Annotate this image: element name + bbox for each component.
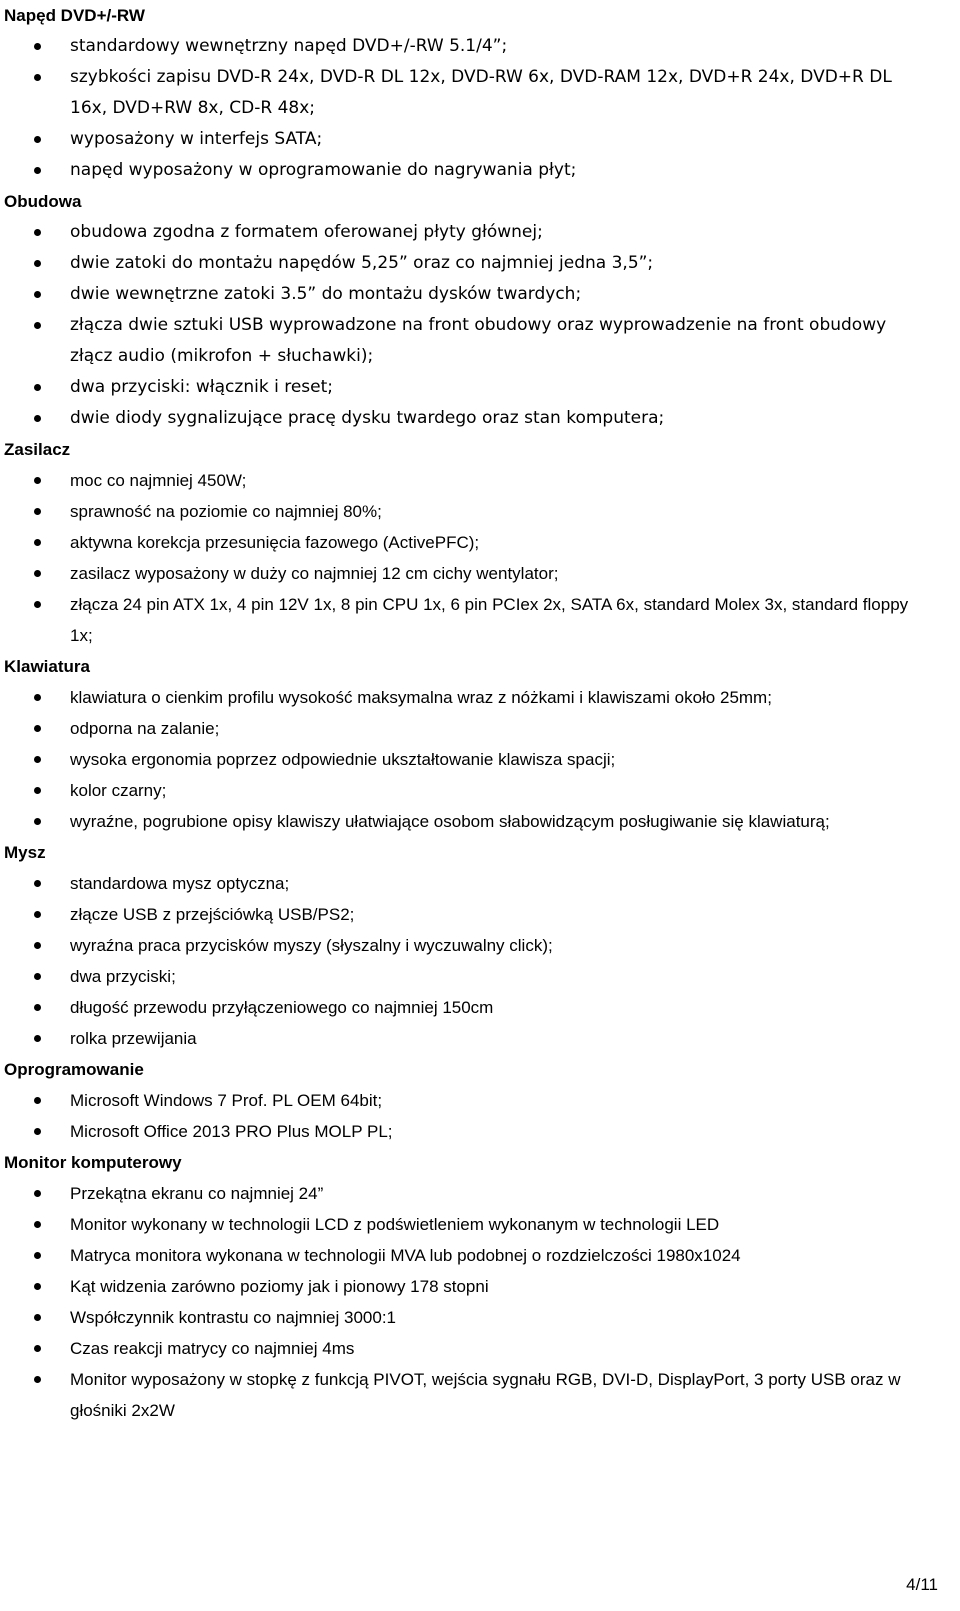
list-item	[0, 930, 960, 961]
list-item-text: dwa przyciski;	[70, 967, 176, 986]
list-item-text: aktywna korekcja przesunięcia fazowego (ActivePFC);	[70, 533, 480, 552]
list-item-text: dwie zatoki do montażu napędów 5,25” oraz co najmniej jedna 3,5”;	[70, 253, 654, 273]
list-item	[0, 1302, 960, 1333]
list-item	[0, 961, 960, 992]
list-item-text: dwie wewnętrzne zatoki 3.5” do montażu dysków twardych;	[70, 284, 582, 304]
list-item	[0, 155, 960, 186]
list-item	[0, 403, 960, 434]
list-item	[0, 1333, 960, 1364]
section-heading: Klawiatura	[4, 657, 90, 676]
bullet-icon	[34, 942, 41, 949]
list-item	[0, 310, 960, 372]
list-item-text: złącza 24 pin ATX 1x, 4 pin 12V 1x, 8 pin CPU 1x, 6 pin PCIex 2x, SATA 6x, standard Molex 3x, standard floppy 1x;	[70, 595, 909, 645]
bullet-icon	[34, 260, 41, 267]
list-item	[0, 465, 960, 496]
list-item	[0, 496, 960, 527]
list-item	[0, 992, 960, 1023]
bullet-icon	[34, 880, 41, 887]
list-item-text: Współczynnik kontrastu co najmniej 3000:1	[70, 1308, 396, 1327]
section-list	[0, 868, 960, 1054]
section-list	[0, 217, 960, 434]
bullet-icon	[34, 322, 41, 329]
list-item-text: kolor czarny;	[70, 781, 167, 800]
list-item-text: Microsoft Office 2013 PRO Plus MOLP PL;	[70, 1122, 393, 1141]
section-heading: Napęd DVD+/-RW	[4, 6, 145, 25]
bullet-icon	[34, 725, 41, 732]
list-item	[0, 1364, 960, 1426]
section-list	[0, 1178, 960, 1426]
list-item-text: Microsoft Windows 7 Prof. PL OEM 64bit;	[70, 1091, 383, 1110]
list-item	[0, 217, 960, 248]
bullet-icon	[34, 539, 41, 546]
list-item	[0, 1178, 960, 1209]
list-item-text: odporna na zalanie;	[70, 719, 220, 738]
bullet-icon	[34, 43, 41, 50]
bullet-icon	[34, 415, 41, 422]
list-item	[0, 62, 960, 124]
list-item	[0, 713, 960, 744]
list-item-text: standardowy wewnętrzny napęd DVD+/-RW 5.1/4”;	[70, 36, 508, 56]
list-item-text: Czas reakcji matrycy co najmniej 4ms	[70, 1339, 355, 1358]
bullet-icon	[34, 167, 41, 174]
list-item	[0, 124, 960, 155]
list-item	[0, 279, 960, 310]
bullet-icon	[34, 1035, 41, 1042]
list-item-text: napęd wyposażony w oprogramowanie do nagrywania płyt;	[70, 160, 577, 180]
bullet-icon	[34, 911, 41, 918]
list-item-text: dwie diody sygnalizujące pracę dysku twardego oraz stan komputera;	[70, 408, 665, 428]
bullet-icon	[34, 1283, 41, 1290]
list-item-text: obudowa zgodna z formatem oferowanej płyty głównej;	[70, 222, 543, 242]
list-item-text: szybkości zapisu DVD-R 24x, DVD-R DL 12x, DVD-RW 6x, DVD-RAM 12x, DVD+R 24x, DVD+R DL 16x, DVD+RW 8x, CD-R 48x;	[70, 67, 892, 118]
list-item-text: zasilacz wyposażony w duży co najmniej 12 cm cichy wentylator;	[70, 564, 559, 583]
list-item	[0, 1116, 960, 1147]
bullet-icon	[34, 756, 41, 763]
bullet-icon	[34, 1252, 41, 1259]
section-list	[0, 1085, 960, 1147]
bullet-icon	[34, 1097, 41, 1104]
list-item	[0, 868, 960, 899]
list-item-text: złącze USB z przejściówką USB/PS2;	[70, 905, 355, 924]
bullet-icon	[34, 601, 41, 608]
bullet-icon	[34, 787, 41, 794]
bullet-icon	[34, 973, 41, 980]
list-item-text: dwa przyciski: włącznik i reset;	[70, 377, 333, 397]
list-item-text: Kąt widzenia zarówno poziomy jak i pionowy 178 stopni	[70, 1277, 489, 1296]
page-number: 4/11	[906, 1575, 938, 1594]
list-item-text: rolka przewijania	[70, 1029, 197, 1048]
section-heading: Monitor komputerowy	[4, 1153, 182, 1172]
list-item-text: standardowa mysz optyczna;	[70, 874, 290, 893]
section-heading: Obudowa	[4, 192, 82, 211]
list-item-text: moc co najmniej 450W;	[70, 471, 247, 490]
list-item	[0, 1271, 960, 1302]
bullet-icon	[34, 1345, 41, 1352]
list-item	[0, 558, 960, 589]
list-item	[0, 248, 960, 279]
bullet-icon	[34, 229, 41, 236]
list-item-text: wysoka ergonomia poprzez odpowiednie ukształtowanie klawisza spacji;	[70, 750, 616, 769]
list-item	[0, 775, 960, 806]
list-item	[0, 806, 960, 837]
section-heading: Zasilacz	[4, 440, 71, 459]
list-item-text: wyposażony w interfejs SATA;	[70, 129, 323, 149]
bullet-icon	[34, 1004, 41, 1011]
bullet-icon	[34, 1190, 41, 1197]
list-item-text: długość przewodu przyłączeniowego co najmniej 150cm	[70, 998, 494, 1017]
bullet-icon	[34, 74, 41, 81]
list-item	[0, 1085, 960, 1116]
list-item	[0, 31, 960, 62]
section-heading: Oprogramowanie	[4, 1060, 144, 1079]
list-item	[0, 1209, 960, 1240]
list-item	[0, 1023, 960, 1054]
list-item-text: Matryca monitora wykonana w technologii MVA lub podobnej o rozdzielczości 1980x1024	[70, 1246, 741, 1265]
list-item-text: sprawność na poziomie co najmniej 80%;	[70, 502, 382, 521]
bullet-icon	[34, 1221, 41, 1228]
list-item	[0, 589, 960, 651]
list-item	[0, 744, 960, 775]
section-list	[0, 465, 960, 651]
section-heading: Mysz	[4, 843, 46, 862]
list-item-text: klawiatura o cienkim profilu wysokość maksymalna wraz z nóżkami i klawiszami około 25mm;	[70, 688, 772, 707]
list-item	[0, 682, 960, 713]
list-item-text: Monitor wykonany w technologii LCD z podświetleniem wykonanym w technologii LED	[70, 1215, 720, 1234]
list-item-text: wyraźna praca przycisków myszy (słyszalny i wyczuwalny click);	[70, 936, 553, 955]
list-item-text: wyraźne, pogrubione opisy klawiszy ułatwiające osobom słabowidzącym posługiwanie się klawiaturą;	[70, 812, 830, 831]
bullet-icon	[34, 694, 41, 701]
list-item	[0, 1240, 960, 1271]
bullet-icon	[34, 570, 41, 577]
list-item-text: Przekątna ekranu co najmniej 24”	[70, 1184, 324, 1203]
bullet-icon	[34, 1314, 41, 1321]
bullet-icon	[34, 1376, 41, 1383]
bullet-icon	[34, 508, 41, 515]
bullet-icon	[34, 477, 41, 484]
section-list	[0, 682, 960, 837]
list-item	[0, 372, 960, 403]
list-item-text: Monitor wyposażony w stopkę z funkcją PIVOT, wejścia sygnału RGB, DVI-D, DisplayPort, 3 porty USB oraz w głośniki 2x2W	[70, 1370, 901, 1420]
bullet-icon	[34, 291, 41, 298]
bullet-icon	[34, 384, 41, 391]
bullet-icon	[34, 818, 41, 825]
list-item	[0, 527, 960, 558]
bullet-icon	[34, 136, 41, 143]
bullet-icon	[34, 1128, 41, 1135]
list-item	[0, 899, 960, 930]
section-list	[0, 31, 960, 186]
list-item-text: złącza dwie sztuki USB wyprowadzone na front obudowy oraz wyprowadzenie na front obudowy złącz audio (mikrofon + słuchawki);	[70, 315, 887, 366]
